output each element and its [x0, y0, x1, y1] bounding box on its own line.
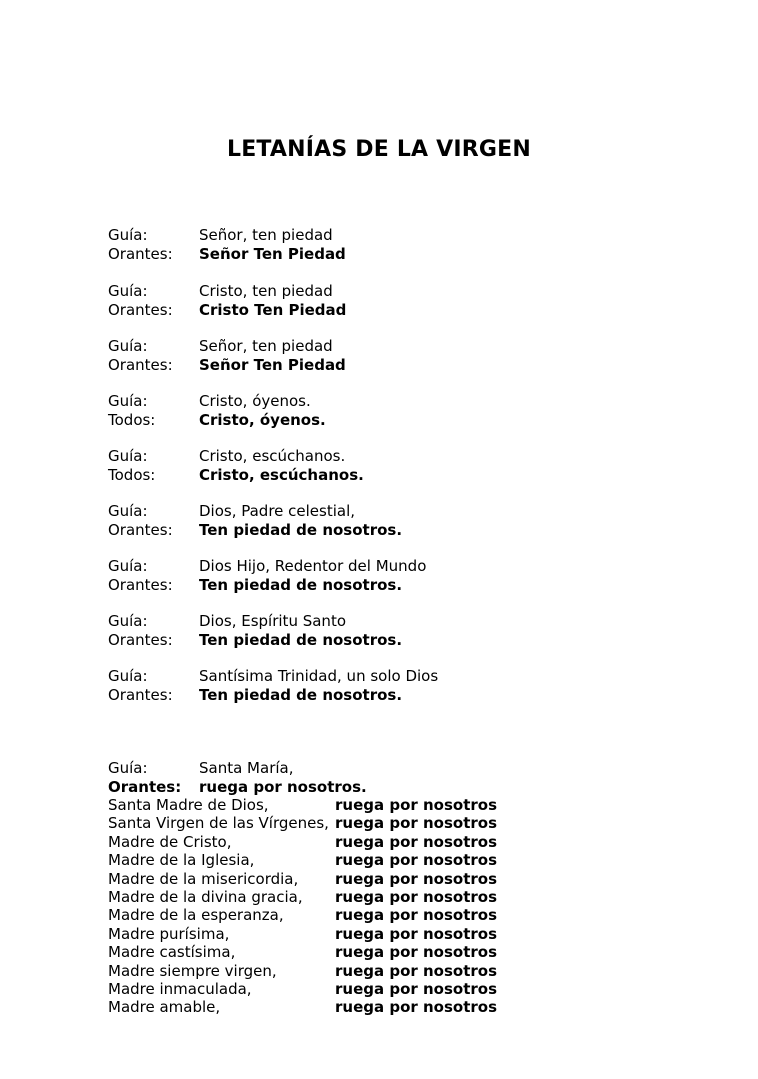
list-item: [108, 796, 497, 814]
litany-intro: [108, 759, 367, 796]
list-item: [108, 814, 497, 832]
response: ruega por nosotros: [335, 869, 498, 888]
guide-line: Señor, ten piedad: [199, 226, 333, 244]
speaker-label: Orantes:: [108, 576, 173, 594]
response-line: ruega por nosotros.: [199, 778, 367, 796]
speaker-label: Guía:: [108, 612, 148, 630]
speaker-label: Guía:: [108, 337, 148, 355]
exchange-block: [108, 502, 402, 540]
page-title: LETANÍAS DE LA VIRGEN: [226, 137, 531, 162]
response: ruega por nosotros: [335, 887, 498, 906]
guide-line: Cristo, ten piedad: [199, 282, 333, 300]
invocation: Madre de la Iglesia,: [108, 851, 255, 870]
exchange-block: [108, 447, 364, 485]
exchange-block: [108, 392, 326, 430]
list-item: [108, 998, 497, 1016]
invocation: Madre purísima,: [108, 924, 230, 943]
speaker-label: Todos:: [108, 466, 156, 484]
speaker-label: Orantes:: [108, 521, 173, 539]
speaker-label: Orantes:: [108, 686, 173, 704]
exchange-block: [108, 557, 426, 595]
invocation: Madre de la divina gracia,: [108, 887, 303, 906]
invocation: Madre castísima,: [108, 943, 236, 962]
speaker-label: Orantes:: [108, 631, 173, 649]
speaker-label: Guía:: [108, 759, 148, 777]
list-item: [108, 925, 497, 943]
exchange-block: [108, 667, 438, 705]
response-line: Ten piedad de nosotros.: [199, 521, 403, 539]
speaker-label: Guía:: [108, 282, 148, 300]
response: ruega por nosotros: [335, 796, 498, 814]
response: ruega por nosotros: [335, 924, 498, 943]
list-item: [108, 888, 497, 906]
invocation: Madre inmaculada,: [108, 979, 252, 998]
response: ruega por nosotros: [335, 906, 498, 925]
speaker-label: Todos:: [108, 411, 156, 429]
response-line: Señor Ten Piedad: [199, 356, 346, 374]
guide-line: Cristo, escúchanos.: [199, 447, 346, 465]
guide-line: Santa María,: [199, 759, 294, 777]
speaker-label: Orantes:: [108, 356, 173, 374]
response-line: Señor Ten Piedad: [199, 245, 346, 263]
list-item: [108, 906, 497, 924]
invocation: Madre siempre virgen,: [108, 961, 277, 980]
speaker-label: Orantes:: [108, 245, 173, 263]
exchange-block: [108, 337, 346, 375]
response: ruega por nosotros: [335, 998, 498, 1017]
list-item: [108, 851, 497, 869]
exchange-block: [108, 226, 346, 264]
litany-list: [108, 796, 497, 1017]
guide-line: Santísima Trinidad, un solo Dios: [199, 667, 439, 685]
response-line: Cristo, óyenos.: [199, 411, 326, 429]
list-item: [108, 962, 497, 980]
speaker-label: Orantes:: [108, 301, 173, 319]
guide-line: Dios, Padre celestial,: [199, 502, 356, 520]
invocation: Santa Virgen de las Vírgenes,: [108, 814, 329, 833]
response: ruega por nosotros: [335, 851, 498, 870]
speaker-label: Guía:: [108, 502, 148, 520]
guide-line: Señor, ten piedad: [199, 337, 333, 355]
response-line: Ten piedad de nosotros.: [199, 631, 403, 649]
list-item: [108, 833, 497, 851]
speaker-label: Guía:: [108, 392, 148, 410]
list-item: [108, 943, 497, 961]
invocation: Madre de la misericordia,: [108, 869, 299, 888]
speaker-label: Guía:: [108, 447, 148, 465]
response-line: Cristo, escúchanos.: [199, 466, 364, 484]
invocation: Santa Madre de Dios,: [108, 796, 269, 814]
invocation: Madre de Cristo,: [108, 832, 232, 851]
response: ruega por nosotros: [335, 979, 498, 998]
speaker-label: Guía:: [108, 226, 148, 244]
speaker-label: Guía:: [108, 557, 148, 575]
guide-line: Cristo, óyenos.: [199, 392, 311, 410]
guide-line: Dios, Espíritu Santo: [199, 612, 346, 630]
response-line: Cristo Ten Piedad: [199, 301, 347, 319]
response: ruega por nosotros: [335, 961, 498, 980]
speaker-label: Guía:: [108, 667, 148, 685]
list-item: [108, 980, 497, 998]
response: ruega por nosotros: [335, 814, 498, 833]
list-item: [108, 870, 497, 888]
response-line: Ten piedad de nosotros.: [199, 686, 403, 704]
response: ruega por nosotros: [335, 832, 498, 851]
invocation: Madre de la esperanza,: [108, 906, 284, 925]
response: ruega por nosotros: [335, 943, 498, 962]
response-line: Ten piedad de nosotros.: [199, 576, 403, 594]
exchange-block: [108, 282, 346, 320]
guide-line: Dios Hijo, Redentor del Mundo: [199, 557, 427, 575]
speaker-label: Orantes:: [108, 778, 182, 796]
exchange-block: [108, 612, 402, 650]
invocation: Madre amable,: [108, 998, 221, 1017]
